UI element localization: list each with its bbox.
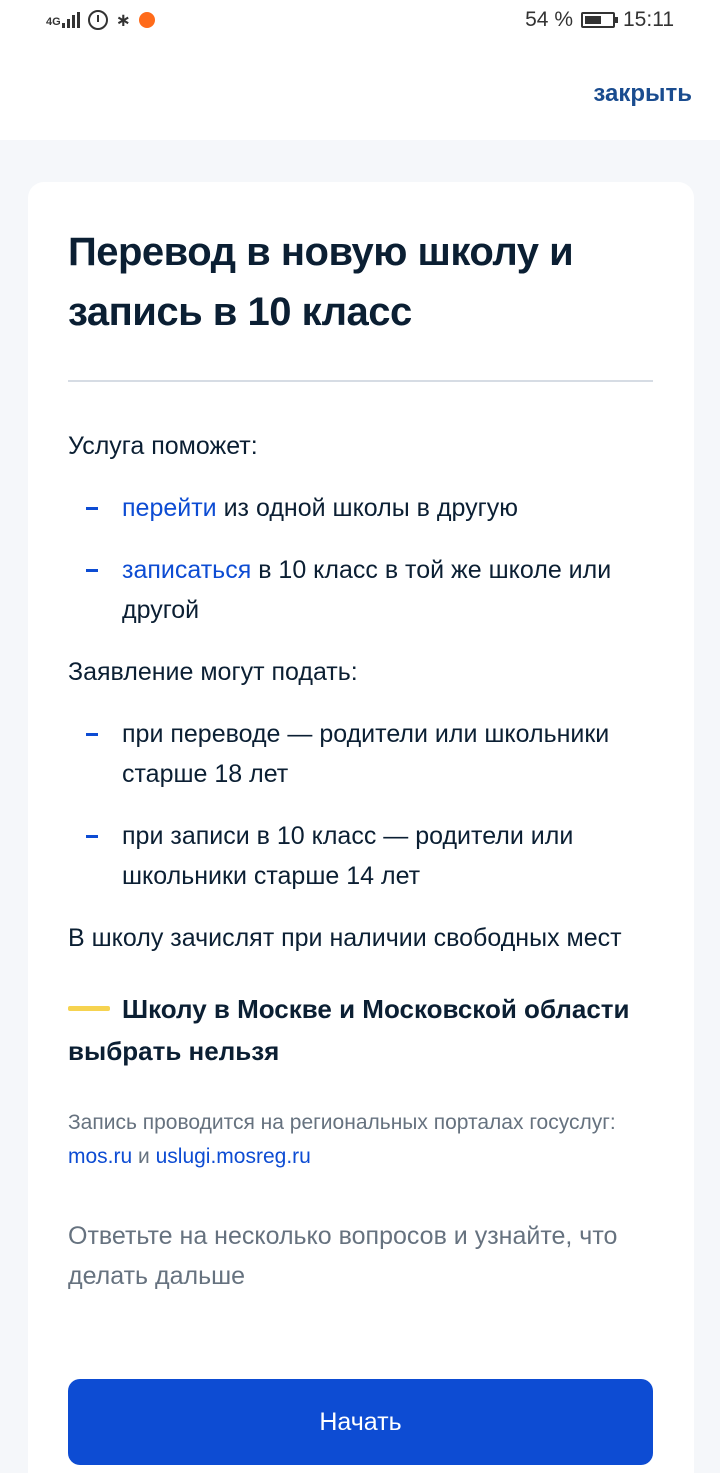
signal-icon [46,12,80,28]
battery-percent: 54 % [525,8,573,31]
list-item [68,550,653,630]
list-item-text: при записи в 10 класс — родители или школьники старше 14 лет [122,822,574,890]
dash-bullet-icon [86,835,98,838]
list-item [68,714,653,794]
portals-note [68,1106,653,1174]
close-link[interactable]: закрыть [593,80,692,107]
bluetooth-icon: ∗ [115,9,131,30]
service-card [28,182,694,1473]
service-helps-label: Услуга поможет: [68,432,258,460]
who-can-apply-label: Заявление могут подать: [68,658,358,686]
questions-hint: Ответьте на несколько вопросов и узнайте, что делать дальше [68,1222,618,1290]
mos-ru-link[interactable]: mos.ru [68,1145,133,1168]
alarm-icon [88,10,108,30]
service-list [68,488,654,630]
status-bar-left [46,10,155,31]
enroll-link[interactable]: записаться [122,556,252,584]
list-item-text: при переводе — родители или школьники старше 18 лет [122,720,610,788]
list-item [68,488,653,528]
transfer-link[interactable]: перейти [122,494,217,522]
portals-note-text: Запись проводится на региональных порталах госуслуг: [68,1111,616,1134]
top-bar [0,40,720,140]
list-item [68,816,653,896]
dash-bullet-icon [86,569,98,572]
start-button[interactable]: Начать [68,1379,653,1465]
notification-dot-icon [139,12,155,28]
warning-bar-icon [68,1006,110,1011]
list-item-text: из одной школы в другую [216,494,518,522]
warning-text: Школу в Москве и Московской области выбрать нельзя [68,994,630,1066]
divider [68,380,653,382]
clock: 15:11 [623,8,674,31]
dash-bullet-icon [86,733,98,736]
mosreg-link[interactable]: uslugi.mosreg.ru [155,1145,311,1168]
network-type: 4G [46,16,61,28]
list-item-text: в 10 класс в той же школе или другой [122,556,612,624]
battery-icon [581,12,615,28]
warning-block [68,988,653,1072]
status-bar-right [525,8,674,32]
enrollment-note: В школу зачислят при наличии свободных мест [68,924,622,952]
apply-list [68,714,654,896]
portals-and-text: и [132,1145,156,1168]
page-title: Перевод в новую школу и запись в 10 класс [68,230,574,334]
dash-bullet-icon [86,507,98,510]
status-bar [0,0,720,40]
